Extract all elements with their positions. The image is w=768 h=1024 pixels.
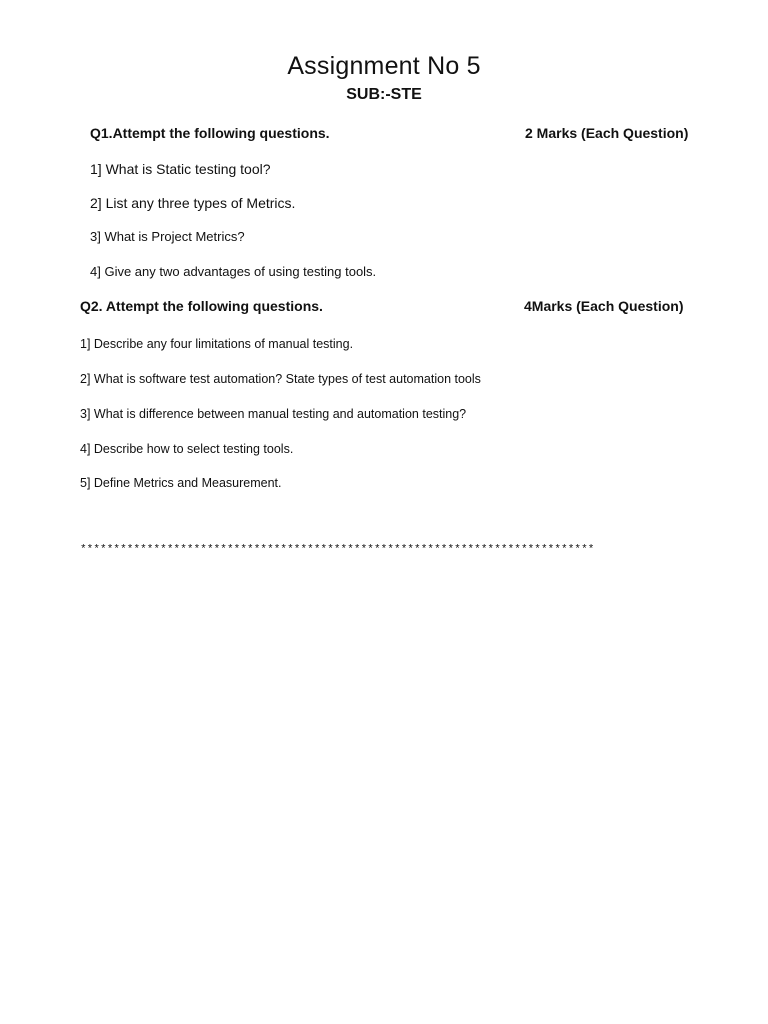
section2-marks: 4Marks (Each Question) xyxy=(524,298,684,314)
section1-question-4: 4] Give any two advantages of using testing tools. xyxy=(90,264,377,279)
section2-question-4: 4] Describe how to select testing tools. xyxy=(80,442,294,456)
section2-question-5: 5] Define Metrics and Measurement. xyxy=(80,476,282,490)
section1-question-3: 3] What is Project Metrics? xyxy=(90,229,245,244)
section2-question-1: 1] Describe any four limitations of manual testing. xyxy=(80,337,354,351)
subject-label: SUB:-STE xyxy=(346,86,422,103)
section1-heading: Q1.Attempt the following questions. xyxy=(90,125,330,141)
section2-heading: Q2. Attempt the following questions. xyxy=(80,298,323,314)
section2-question-3: 3] What is difference between manual testing and automation testing? xyxy=(80,407,467,421)
document-title: Assignment No 5 xyxy=(287,52,481,80)
section1-question-2: 2] List any three types of Metrics. xyxy=(90,195,296,211)
section1-question-1: 1] What is Static testing tool? xyxy=(90,161,271,177)
footer-divider: ***************************************************************************** xyxy=(80,544,595,556)
section1-marks: 2 Marks (Each Question) xyxy=(525,125,689,141)
section2-question-2: 2] What is software test automation? State types of test automation tools xyxy=(80,372,481,386)
